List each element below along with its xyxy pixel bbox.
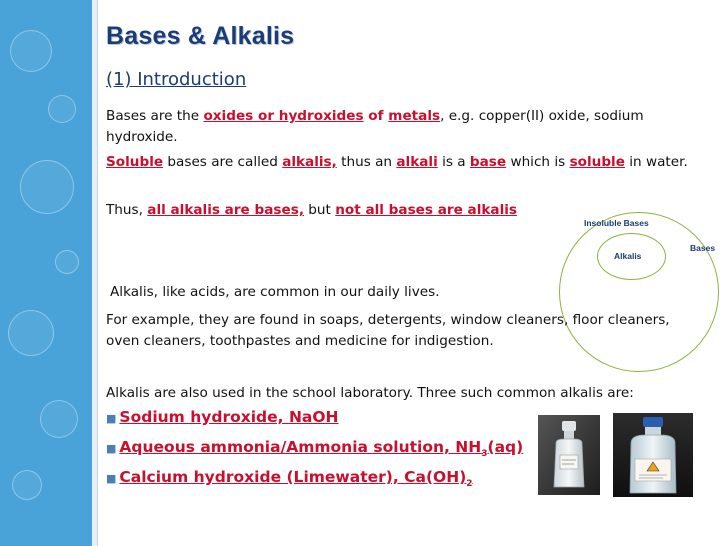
- bullet-calcium-hydroxide: [106, 468, 473, 489]
- text: of: [363, 108, 389, 124]
- sidebar-bubble: [20, 160, 74, 214]
- sidebar-bubble: [40, 400, 78, 438]
- keyword: oxides or hydroxides: [203, 108, 364, 124]
- bullet-sodium-hydroxide: [106, 408, 339, 426]
- bullet-text: Calcium hydroxide (Limewater), Ca(OH): [119, 468, 467, 486]
- text: bases are called: [163, 154, 283, 170]
- sidebar-bubble: [48, 95, 76, 123]
- reagent-bottle-photo: [538, 415, 600, 495]
- bullet-text-tail: (aq): [487, 438, 524, 456]
- venn-label-bases: Bases: [690, 243, 716, 253]
- paragraph-examples: For example, they are found in soaps, detergents, window cleaners, floor cleaners, oven cleaners, toothpastes and medicine for indigestion.: [106, 312, 670, 349]
- paragraph-definition: [106, 106, 676, 148]
- text: is a: [437, 154, 470, 170]
- text: thus an: [336, 154, 397, 170]
- sidebar-divider-line: [97, 0, 98, 546]
- bullet-marker-icon: ■: [106, 442, 117, 455]
- keyword: Soluble: [106, 154, 164, 170]
- section-heading: (1) Introduction: [106, 69, 247, 90]
- text: Bases are the: [106, 108, 204, 124]
- text: Thus,: [106, 202, 148, 218]
- text: but: [303, 202, 336, 218]
- keyword: all alkalis are bases,: [147, 202, 304, 218]
- keyword: base: [469, 154, 507, 170]
- keyword: metals: [388, 108, 441, 124]
- bullet-aqueous-ammonia: [106, 438, 523, 459]
- paragraph-daily-life: Alkalis, like acids, are common in our daily lives.: [110, 284, 440, 300]
- paragraph-soluble: [106, 152, 706, 173]
- sidebar-bubble: [12, 470, 42, 500]
- venn-label-alkalis: Alkalis: [614, 251, 642, 261]
- decorative-sidebar: [0, 0, 92, 546]
- subscript: 3: [481, 449, 488, 460]
- sidebar-bubble: [10, 30, 52, 72]
- subscript: 2: [466, 479, 473, 490]
- keyword: not all bases are alkalis: [335, 202, 517, 218]
- keyword: alkalis,: [282, 154, 337, 170]
- bullet-text: Sodium hydroxide, NaOH: [119, 408, 339, 426]
- text: which is: [506, 154, 570, 170]
- text: in water.: [624, 154, 688, 170]
- sidebar-bubble: [8, 310, 54, 356]
- bullet-text: Aqueous ammonia/Ammonia solution, NH: [119, 438, 482, 456]
- keyword: soluble: [569, 154, 625, 170]
- solution-bottle-photo: [613, 413, 693, 497]
- keyword: alkali: [396, 154, 438, 170]
- slide-title: Bases & Alkalis: [106, 22, 295, 50]
- sidebar-bubble: [55, 250, 79, 274]
- bullet-marker-icon: ■: [106, 472, 117, 485]
- paragraph-laboratory: Alkalis are also used in the school laboratory. Three such common alkalis are:: [106, 385, 634, 401]
- venn-label-insoluble-bases: Insoluble Bases: [584, 218, 649, 228]
- paragraph-conclusion: [106, 200, 517, 221]
- bullet-marker-icon: ■: [106, 412, 117, 425]
- text: , e.g. copper(II) oxide, sodium hydroxide.: [106, 108, 644, 145]
